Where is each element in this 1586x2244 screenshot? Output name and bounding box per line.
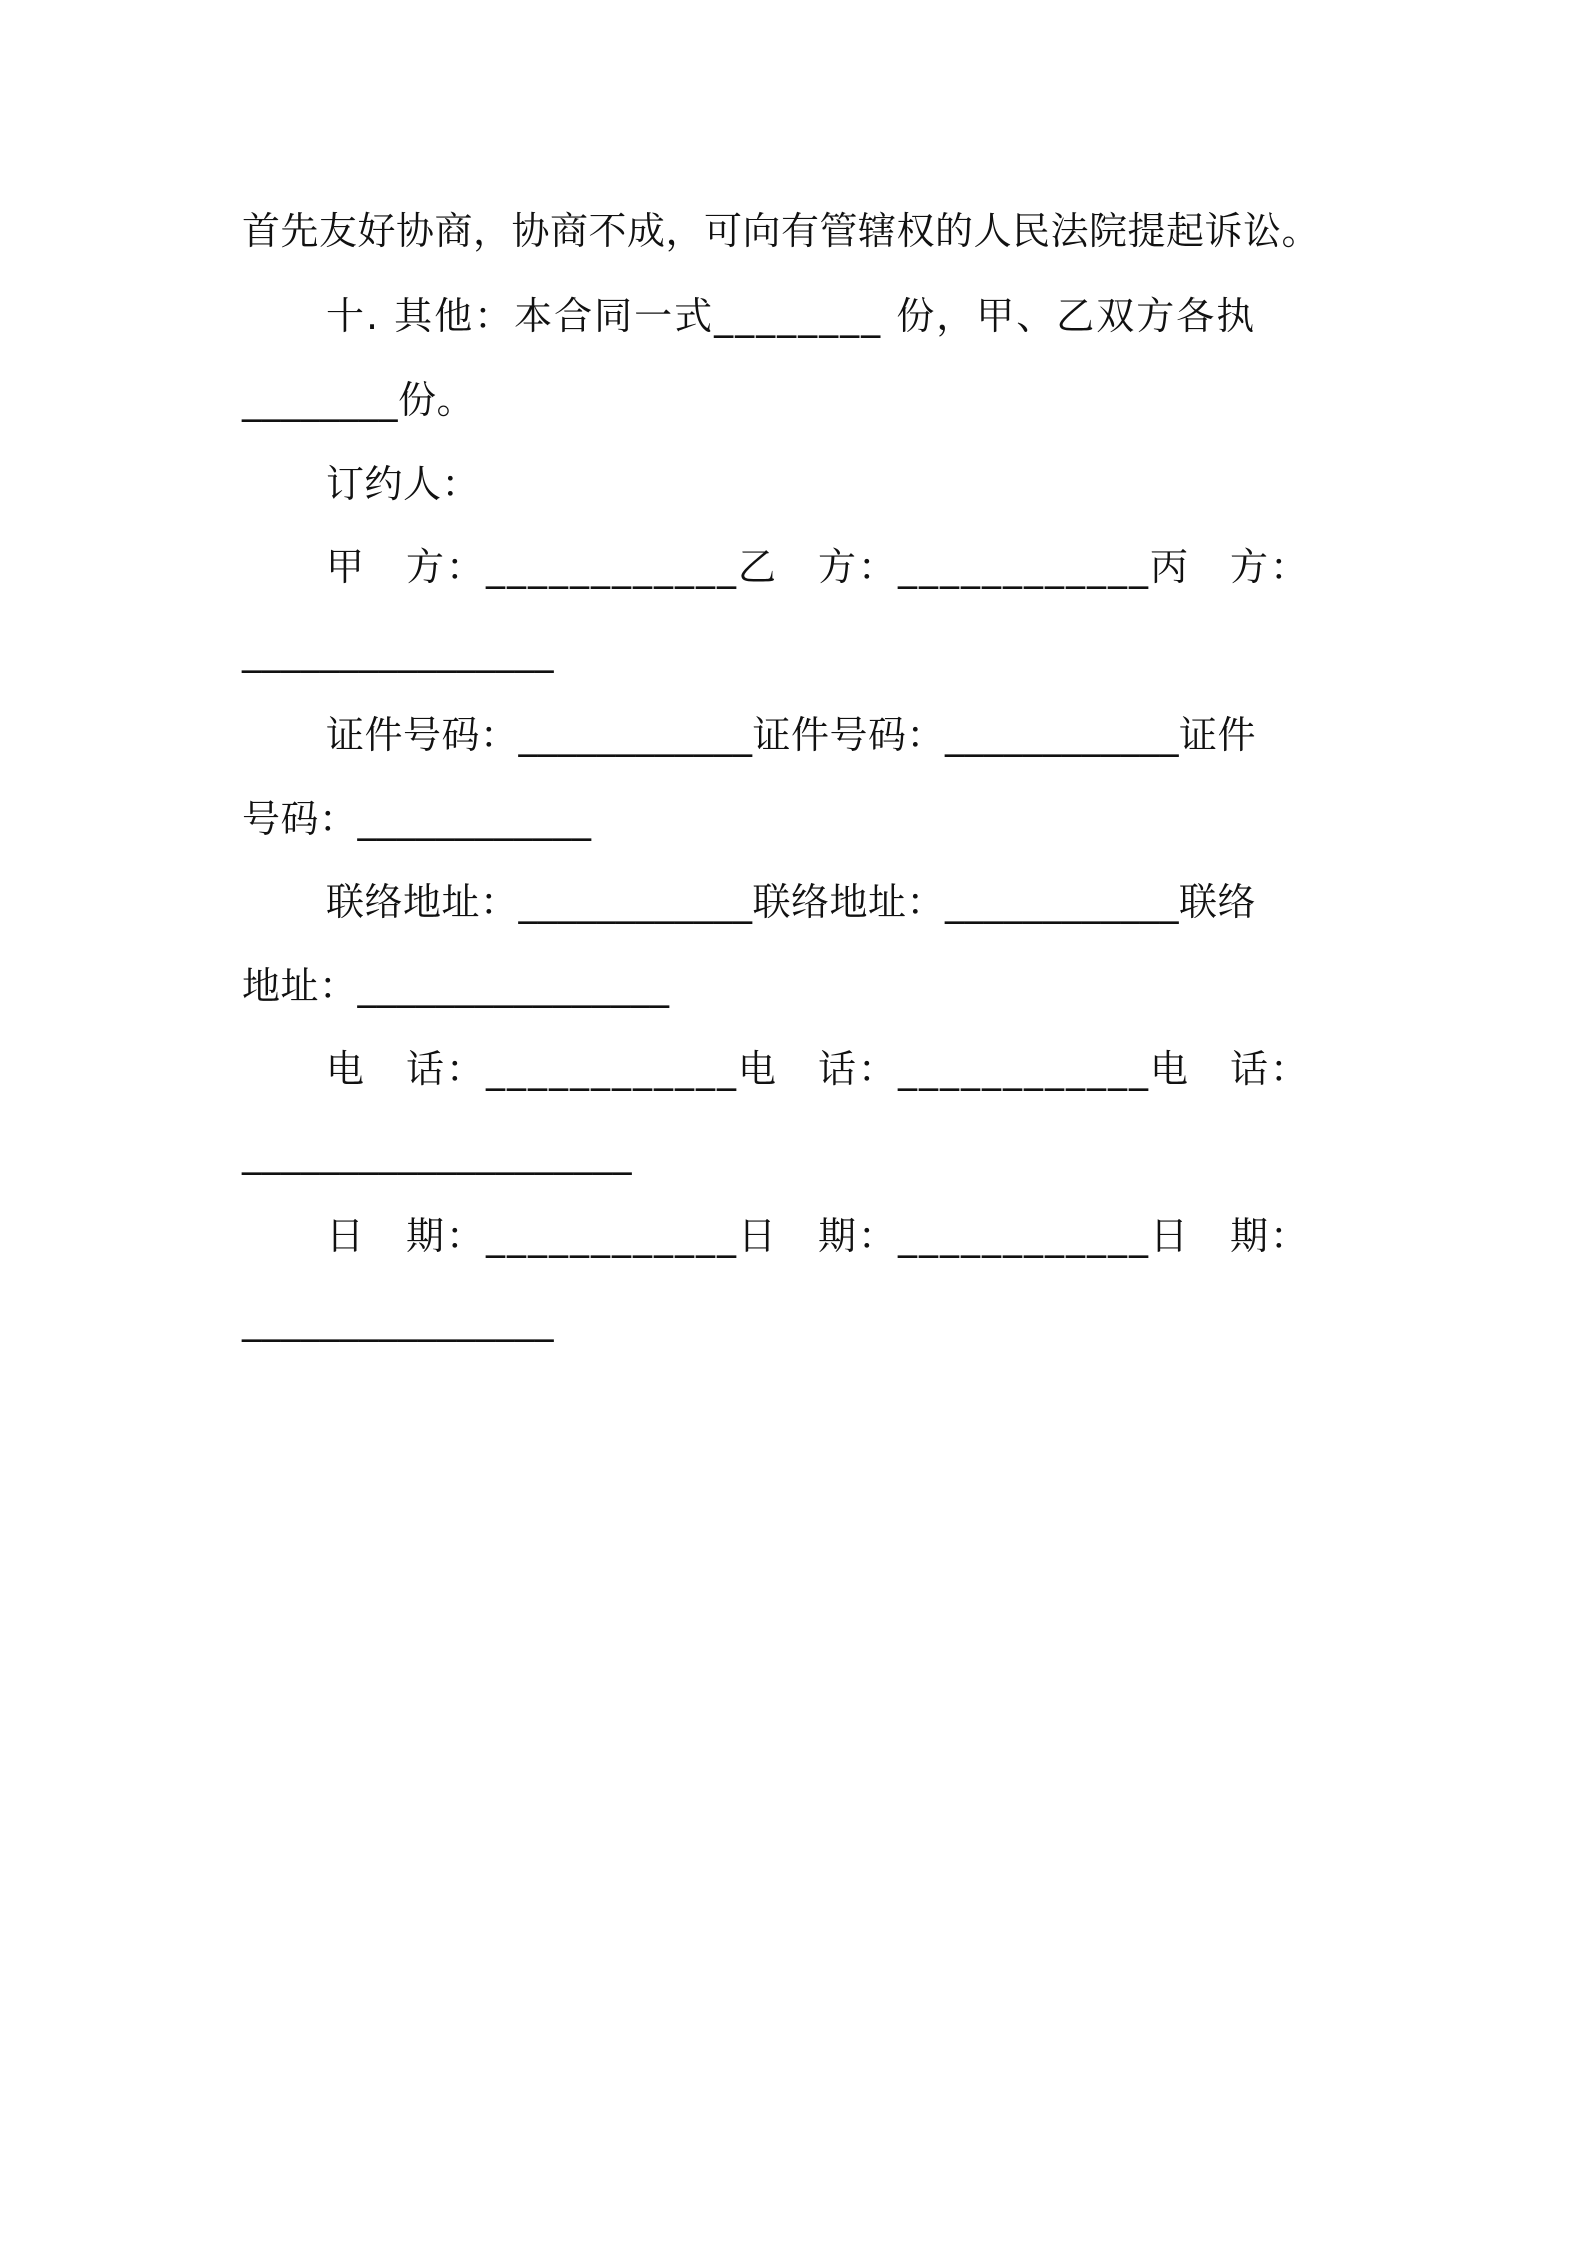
id-number-row: 证件号码：____________证件号码：____________证件 [326, 713, 1257, 757]
address-continuation: 地址：________________ [242, 964, 670, 1008]
id-number-continuation: 号码：____________ [242, 797, 592, 841]
address-row: 联络地址：____________联络地址：____________联络 [326, 880, 1257, 924]
signatories-label: 订约人： [326, 462, 481, 506]
other-clause-line-2: ________份。 [242, 378, 476, 422]
dispute-clause-end: 首先友好协商，协商不成，可向有管辖权的人民法院提起诉讼。 [242, 209, 1321, 253]
party-names-row: 甲 方：____________乙 方：____________丙 方： [326, 545, 1311, 589]
phone-continuation: ____________________ [242, 1131, 632, 1175]
phone-row: 电 话：____________电 话：____________电 话： [326, 1047, 1311, 1091]
date-continuation: ________________ [242, 1298, 554, 1342]
other-clause-line-1: 十. 其他：本合同一式________ 份，甲、乙双方各执 [326, 294, 1257, 338]
date-row: 日 期：____________日 期：____________日 期： [326, 1214, 1311, 1258]
party-c-name-blank: ________________ [242, 629, 554, 673]
